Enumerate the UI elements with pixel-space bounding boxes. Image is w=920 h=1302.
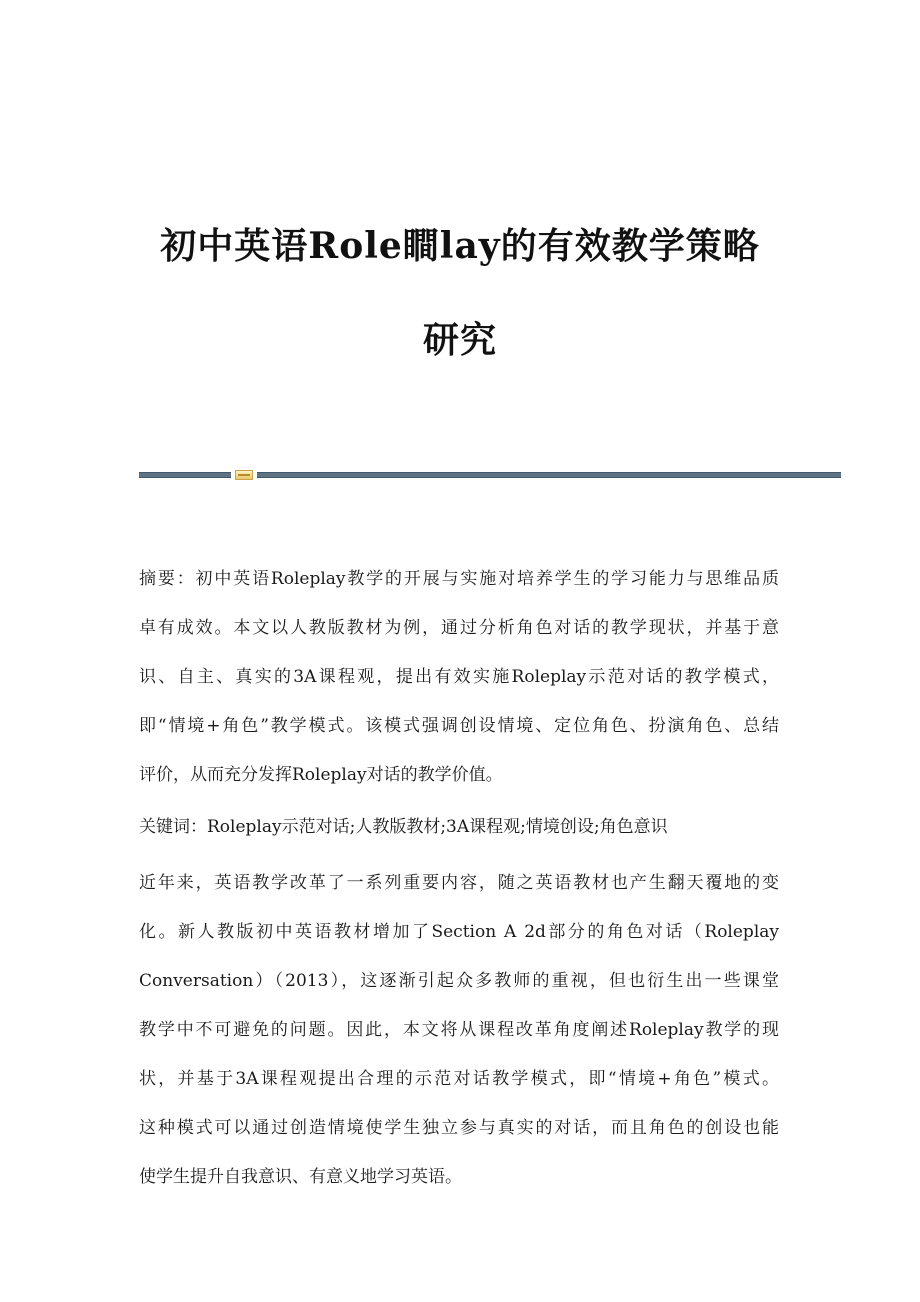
abstract-line: 卓有成效。本文以人教版教材为例，通过分析角色对话的教学现状，并基于意	[139, 618, 779, 638]
abstract-paragraph	[139, 555, 779, 800]
body-line: Conversation）（2013），这逐渐引起众多教师的重视，但也衍生出一些课堂	[139, 971, 779, 991]
body-line: 这种模式可以通过创造情境使学生独立参与真实的对话，而且角色的创设也能	[139, 1118, 779, 1138]
divider-ornament-icon	[235, 470, 253, 480]
body-paragraph	[139, 859, 779, 1202]
abstract-line: 即“情境+角色”教学模式。该模式强调创设情境、定位角色、扮演角色、总结	[139, 716, 779, 736]
document-title-line-2: 研究	[422, 319, 497, 361]
keywords-line: 关键词：Roleplay示范对话;人教版教材;3A课程观;情境创设;角色意识	[139, 817, 668, 837]
abstract-line: 摘要：初中英语Roleplay教学的开展与实施对培养学生的学习能力与思维品质	[139, 569, 779, 589]
body-line: 近年来，英语教学改革了一系列重要内容，随之英语教材也产生翻天覆地的变	[139, 873, 779, 893]
abstract-line: 识、自主、真实的3A课程观，提出有效实施Roleplay示范对话的教学模式，	[139, 667, 779, 687]
keywords-paragraph	[139, 803, 779, 852]
body-line: 状，并基于3A课程观提出合理的示范对话教学模式，即“情境+角色”模式。	[139, 1069, 779, 1089]
body-line: 教学中不可避免的问题。因此，本文将从课程改革角度阐述Roleplay教学的现	[139, 1020, 779, 1040]
document-title-line-1: 初中英语Role瞷lay的有效教学策略	[160, 225, 760, 267]
divider-bar-right	[257, 472, 841, 478]
divider-bar-left	[139, 472, 231, 478]
abstract-line: 评价，从而充分发挥Roleplay对话的教学价值。	[139, 765, 503, 785]
body-line: 化。新人教版初中英语教材增加了Section A 2d部分的角色对话（Roleplay	[139, 922, 779, 942]
body-line: 使学生提升自我意识、有意义地学习英语。	[139, 1167, 462, 1187]
title-divider	[139, 470, 841, 480]
